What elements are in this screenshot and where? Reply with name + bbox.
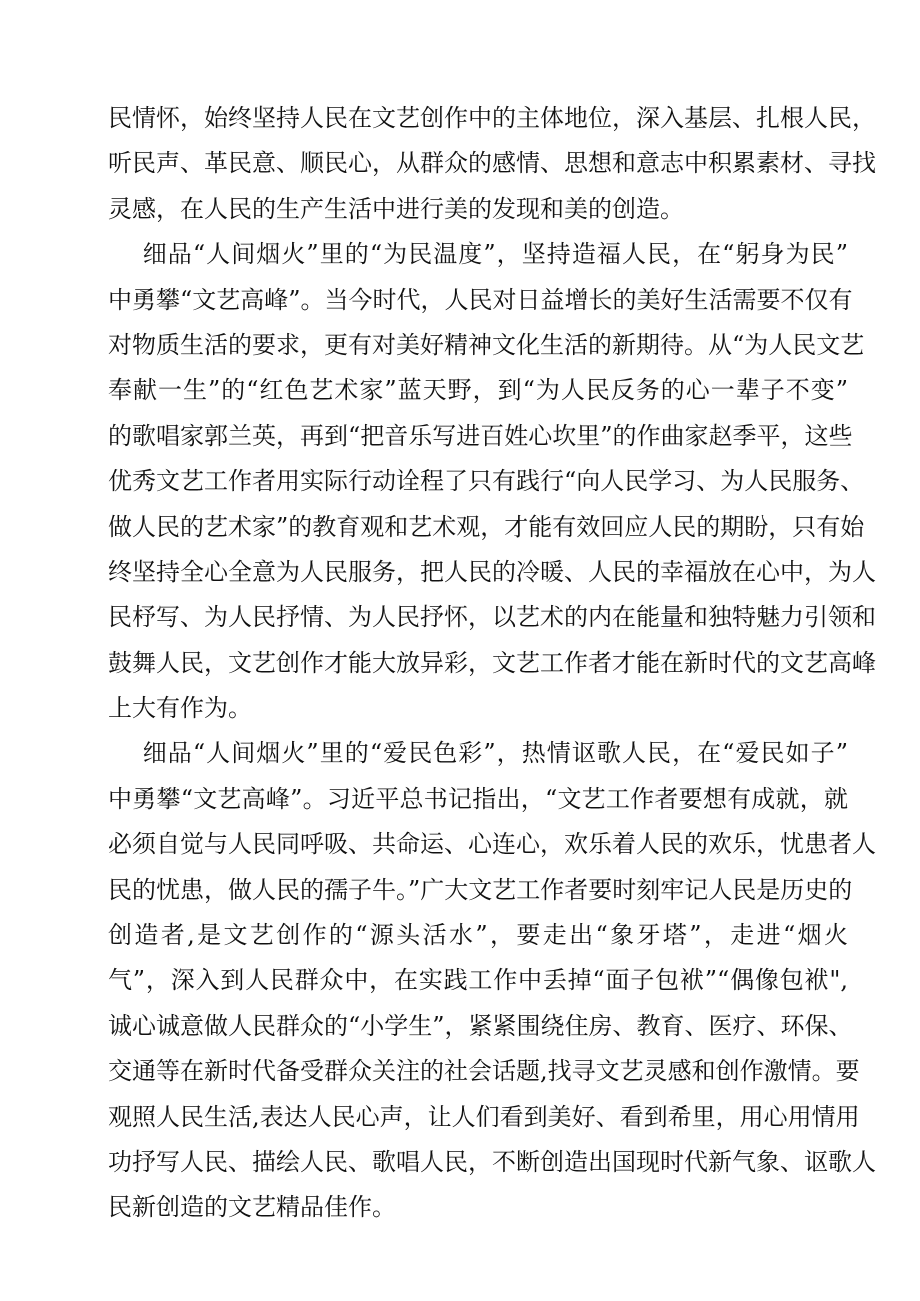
text-line: 必须自觉与人民同呼吸、共命运、心连心，欢乐着人民的欢乐，忧患者人 [108,830,876,859]
text-line: 诚心诚意做人民群众的“小学生”，紧紧围绕住房、教育、医疗、环保、 [108,1011,853,1040]
text-line: 上大有作为。 [108,694,252,723]
text-line: 气”，深入到人民群众中，在实践工作中丢掉“面子包袱”“偶像包袱", [108,966,848,995]
text-line: 优秀文艺工作者用实际行动诠程了只有践行“向人民学习、为人民服务、 [108,467,865,496]
document-page [108,96,876,1231]
paragraph [108,731,876,1230]
text-line: 民新创造的文艺精品佳作。 [108,1193,396,1222]
text-line: 交通等在新时代备受群众关注的社会话题,找寻文艺灵感和创作激情。要 [108,1057,860,1086]
text-line: 细品“人间烟火”里的“爱民色彩”，热情讴歌人民，在“爱民如子” [108,739,848,768]
text-line: 对物质生活的要求，更有对美好精神文化生活的新期待。从“为人民文艺 [108,330,865,359]
text-line: 民的忧患，做人民的孺子牛。”广大文艺工作者要时刻牢记人民是历史的 [108,875,853,904]
text-line: 中勇攀“文艺高峰”。当今时代，人民对日益增长的美好生活需要不仅有 [108,285,853,314]
text-line: 中勇攀“文艺高峰”。习近平总书记指出，“文艺工作者要想有成就，就 [108,784,848,813]
text-line: 鼓舞人民，文艺创作才能大放异彩，文艺工作者才能在新时代的文艺高峰 [108,648,876,677]
text-line: 的歌唱家郭兰英，再到“把音乐写进百姓心坎里”的作曲家赵季平，这些 [108,421,853,450]
paragraph [108,232,876,731]
text-line: 观照人民生活,表达人民心声，让人们看到美好、看到希里，用心用情用 [108,1102,860,1131]
paragraph [108,96,876,232]
text-line: 终坚持全心全意为人民服务，把人民的冷暖、人民的幸福放在心中，为人 [108,557,876,586]
text-line: 民情怀，始终坚持人民在文艺创作中的主体地位，深入基层、扎根人民， [108,104,876,132]
text-line: 民杼写、为人民抒情、为人民抒怀，以艺术的内在能量和独特魅力引领和 [108,603,876,632]
text-line: 做人民的艺术家”的教育观和艺术观，才能有效回应人民的期盼，只有始 [108,512,865,541]
text-line: 听民声、革民意、顺民心，从群众的感情、思想和意志中积累素材、寻找 [108,149,876,178]
text-line: 创造者,是文艺创作的“源头活水”，要走出“象牙塔”，走进“烟火 [108,921,848,950]
text-line: 灵感，在人民的生产生活中进行美的发现和美的创造。 [108,194,684,223]
text-line: 细品“人间烟火”里的“为民温度”，坚持造福人民，在“躬身为民” [108,240,848,269]
text-line: 功抒写人民、描绘人民、歌唱人民，不断创造出国现时代新气象、讴歌人 [108,1147,876,1176]
text-line: 奉献一生”的“红色艺术家”蓝天野，到“为人民反务的心一辈子不变” [108,376,848,405]
